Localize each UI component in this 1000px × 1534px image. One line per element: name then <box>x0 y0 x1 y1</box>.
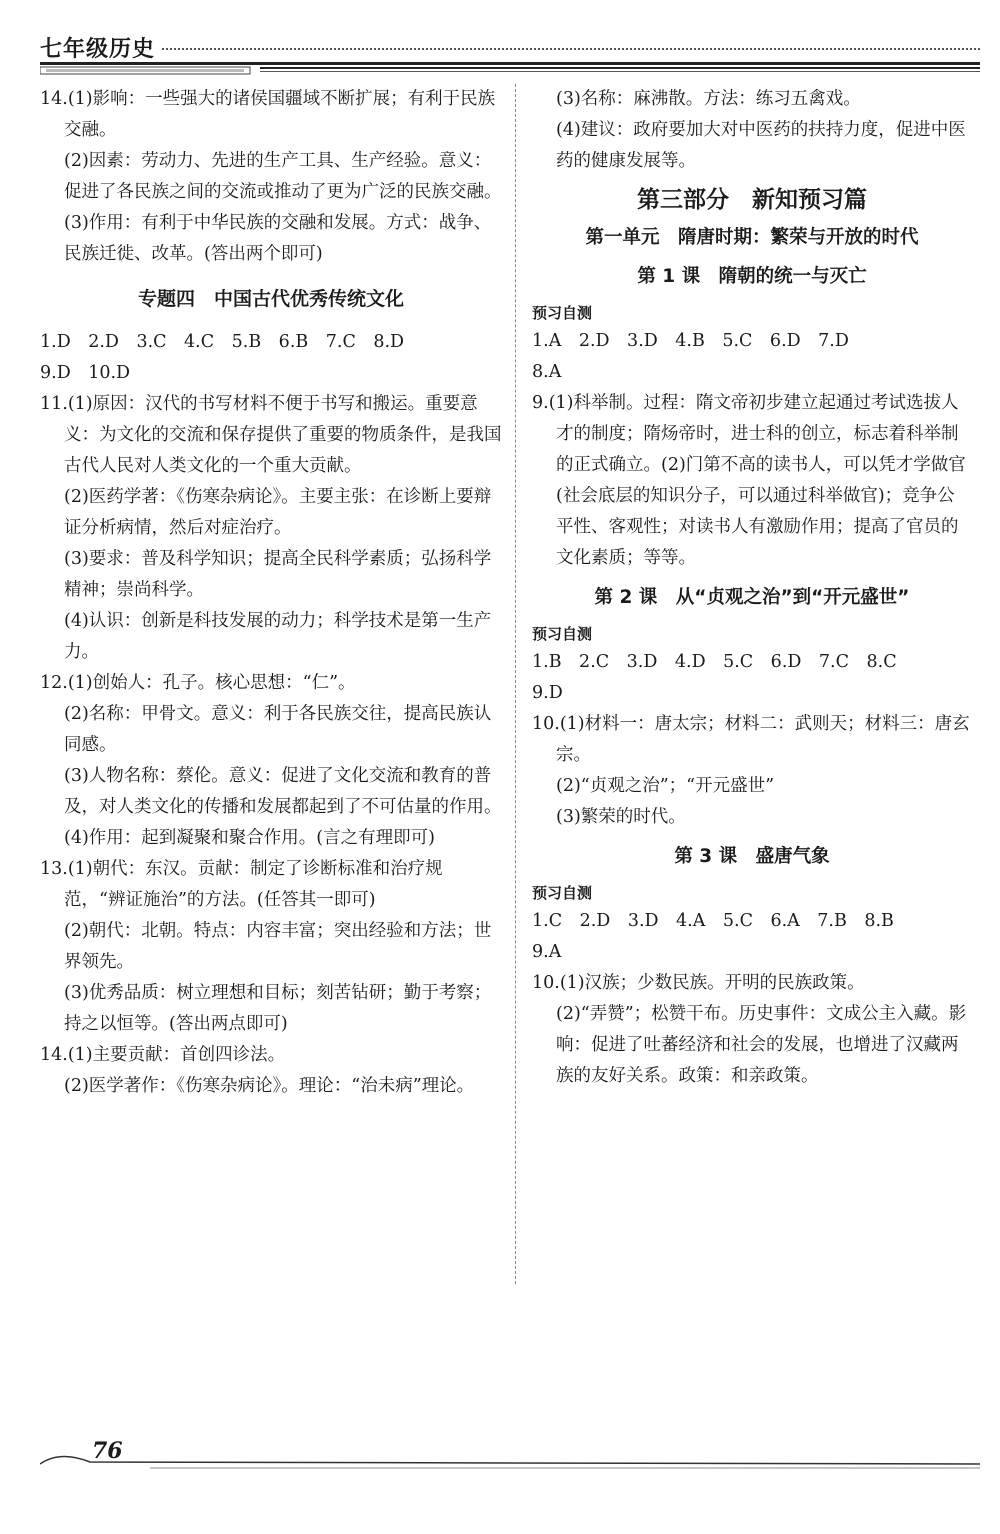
lesson-2-self-test-label: 预习自测 <box>532 625 593 643</box>
lesson-1-answers <box>532 326 972 574</box>
answer-line: 1.A 2.D 3.D 4.B 5.C 6.D 7.D <box>532 331 849 351</box>
answer-line: (3)人物名称：蔡伦。意义：促进了文化交流和教育的普及，对人类文化的传播和发展都起到了不可估量的作用。 <box>64 766 502 817</box>
answer-line: 9.A <box>532 942 562 962</box>
answer-line: 9.D 10.D <box>40 363 131 383</box>
answer-line: 14.(1)主要贡献：首创四诊法。 <box>40 1045 286 1065</box>
running-header-title: 七年级历史 <box>40 37 156 62</box>
column-divider <box>515 84 516 1284</box>
left-column <box>40 84 502 1102</box>
topic-four-heading: 专题四 中国古代优秀传统文化 <box>137 288 404 310</box>
answer-line: (3)繁荣的时代。 <box>556 807 686 827</box>
topic-four-answers <box>40 327 502 1102</box>
answer-line: 13.(1)朝代：东汉。贡献：制定了诊断标准和治疗规范，“辨证施治”的方法。(任答其一即可) <box>40 859 443 910</box>
answer-line: (2)因素：劳动力、先进的生产工具、生产经验。意义：促进了各民族之间的交流或推动了更为广泛的民族交融。 <box>64 151 502 202</box>
answer-line: (3)作用：有利于中华民族的交融和发展。方式：战争、民族迁徙、改革。(答出两个即可) <box>64 213 492 264</box>
answer-line: 9.D <box>532 683 563 703</box>
footer-decorative-swoosh <box>40 1446 980 1476</box>
left-top-answers <box>40 84 502 270</box>
answer-line: (3)要求：普及科学知识；提高全民科学素质；弘扬科学精神；崇尚科学。 <box>64 549 492 600</box>
lesson-3-answers <box>532 906 972 1092</box>
right-column <box>532 84 972 1092</box>
answer-line: 1.B 2.C 3.D 4.D 5.C 6.D 7.C 8.C <box>532 652 897 672</box>
lesson-1-self-test-label: 预习自测 <box>532 304 593 322</box>
unit-one-heading: 第一单元 隋唐时期：繁荣与开放的时代 <box>585 227 919 248</box>
lesson-2-title: 第 2 课 从“贞观之治”到“开元盛世” <box>594 587 910 608</box>
answer-line: (2)名称：甲骨文。意义：利于各民族交往，提高民族认同感。 <box>64 704 492 755</box>
answer-line: 1.C 2.D 3.D 4.A 5.C 6.A 7.B 8.B <box>532 911 894 931</box>
answer-line: 14.(1)影响：一些强大的诸侯国疆域不断扩展；有利于民族交融。 <box>40 89 496 140</box>
lesson-3-self-test-label: 预习自测 <box>532 884 593 902</box>
answer-line: 10.(1)汉族；少数民族。开明的民族政策。 <box>532 973 865 993</box>
answer-line: (2)“贞观之治”；“开元盛世” <box>556 776 775 796</box>
header-dotted-rule <box>162 48 980 50</box>
page-number: 76 <box>92 1438 123 1464</box>
right-top-answers <box>532 84 972 177</box>
answer-line: 10.(1)材料一：唐太宗；材料二：武则天；材料三：唐玄宗。 <box>532 714 970 765</box>
lesson-1-title: 第 1 课 隋朝的统一与灭亡 <box>637 266 867 287</box>
answer-line: (4)认识：创新是科技发展的动力；科学技术是第一生产力。 <box>64 611 492 662</box>
lesson-2-answers <box>532 647 972 833</box>
lesson-3-title: 第 3 课 盛唐气象 <box>674 846 830 867</box>
answer-line: 12.(1)创始人：孔子。核心思想：“仁”。 <box>40 673 356 693</box>
answer-line: (3)名称：麻沸散。方法：练习五禽戏。 <box>556 89 861 109</box>
answer-line: (4)建议：政府要加大对中医药的扶持力度，促进中医药的健康发展等。 <box>556 120 966 171</box>
answer-line: (4)作用：起到凝聚和聚合作用。(言之有理即可) <box>64 828 435 848</box>
part-three-heading: 第三部分 新知预习篇 <box>637 187 867 213</box>
answer-line: (2)医药学著：《伤寒杂病论》。主要主张：在诊断上要辩证分析病情，然后对症治疗。 <box>64 487 492 538</box>
answer-line: 11.(1)原因：汉代的书写材料不便于书写和搬运。重要意义：为文化的交流和保存提供了重要的物质条件，是我国古代人民对人类文化的一个重大贡献。 <box>40 394 502 476</box>
answer-line: (2)“弄赞”；松赞干布。历史事件：文成公主入藏。影响：促进了吐蕃经济和社会的发展，也增进了汉藏两族的友好关系。政策：和亲政策。 <box>556 1004 967 1086</box>
answer-line: 8.A <box>532 362 562 382</box>
answer-line: 1.D 2.D 3.C 4.C 5.B 6.B 7.C 8.D <box>40 332 405 352</box>
header-decorative-bar <box>40 60 980 76</box>
answer-line: (2)医学著作：《伤寒杂病论》。理论：“治未病”理论。 <box>64 1076 475 1096</box>
answer-line: (2)朝代：北朝。特点：内容丰富；突出经验和方法；世界领先。 <box>64 921 492 972</box>
answer-line: 9.(1)科举制。过程：隋文帝初步建立起通过考试选拔人才的制度；隋炀帝时，进士科的创立，标志着科举制的正式确立。(2)门第不高的读书人，可以凭才学做官(社会底层的知识分子，可以通过科举做官)；竞争公平性、客观性；对读书人有激励作用；提高了官员的文化素质；等等。 <box>532 393 966 568</box>
answer-line: (3)优秀品质：树立理想和目标；刻苦钻研；勤于考察；持之以恒等。(答出两点即可) <box>64 983 492 1034</box>
